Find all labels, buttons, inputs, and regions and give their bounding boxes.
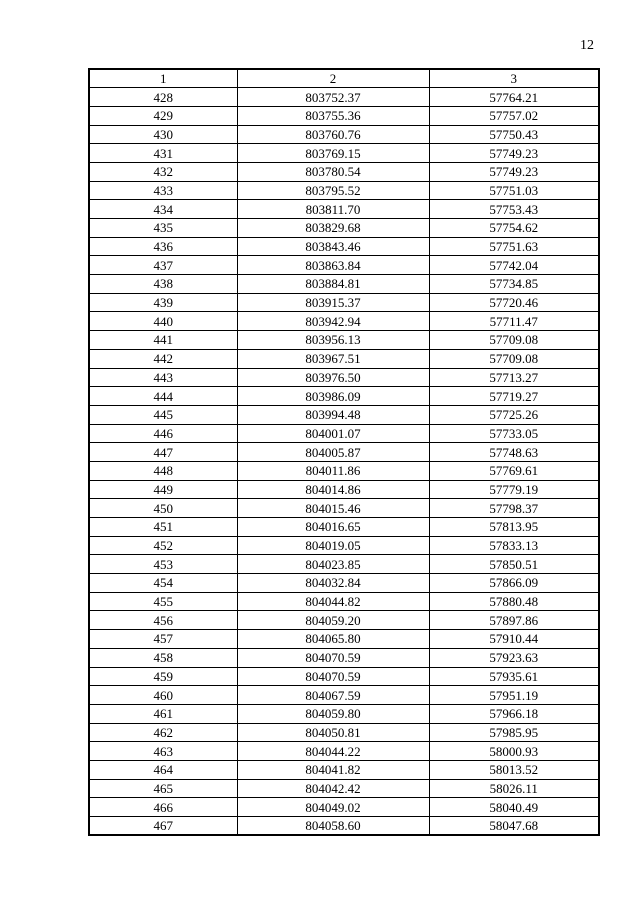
y-coordinate-cell: 57750.43: [429, 125, 599, 144]
table-row: [89, 162, 599, 181]
y-coordinate-cell: 58047.68: [429, 817, 599, 836]
point-number-cell: 451: [89, 518, 237, 537]
x-coordinate-cell: 804059.20: [237, 611, 429, 630]
x-coordinate-cell: 804014.86: [237, 480, 429, 499]
y-coordinate-cell: 57748.63: [429, 443, 599, 462]
table-row: [89, 518, 599, 537]
x-coordinate-cell: 804023.85: [237, 555, 429, 574]
x-coordinate-cell: 804044.22: [237, 742, 429, 761]
y-coordinate-cell: 57813.95: [429, 518, 599, 537]
table-row: [89, 88, 599, 107]
y-coordinate-cell: 57923.63: [429, 648, 599, 667]
y-coordinate-cell: 57769.61: [429, 461, 599, 480]
x-coordinate-cell: 803863.84: [237, 256, 429, 275]
x-coordinate-cell: 804011.86: [237, 461, 429, 480]
point-number-cell: 454: [89, 574, 237, 593]
table-body: [89, 88, 599, 836]
x-coordinate-cell: 804067.59: [237, 686, 429, 705]
point-number-cell: 460: [89, 686, 237, 705]
table-row: [89, 387, 599, 406]
point-number-cell: 441: [89, 331, 237, 350]
y-coordinate-cell: 57719.27: [429, 387, 599, 406]
point-number-cell: 447: [89, 443, 237, 462]
y-coordinate-cell: 58000.93: [429, 742, 599, 761]
table-row: [89, 200, 599, 219]
table-row: [89, 592, 599, 611]
y-coordinate-cell: 57779.19: [429, 480, 599, 499]
table-row: [89, 723, 599, 742]
y-coordinate-cell: 57897.86: [429, 611, 599, 630]
x-coordinate-cell: 804032.84: [237, 574, 429, 593]
point-number-cell: 463: [89, 742, 237, 761]
point-number-cell: 433: [89, 181, 237, 200]
table-row: [89, 181, 599, 200]
table-row: [89, 798, 599, 817]
table-row: [89, 536, 599, 555]
point-number-cell: 439: [89, 293, 237, 312]
point-number-cell: 437: [89, 256, 237, 275]
y-coordinate-cell: 57734.85: [429, 275, 599, 294]
y-coordinate-cell: 57711.47: [429, 312, 599, 331]
x-coordinate-cell: 803942.94: [237, 312, 429, 331]
y-coordinate-cell: 57966.18: [429, 704, 599, 723]
page-number: 12: [580, 38, 594, 53]
point-number-cell: 435: [89, 219, 237, 238]
x-coordinate-cell: 803967.51: [237, 349, 429, 368]
point-number-cell: 458: [89, 648, 237, 667]
point-number-cell: 442: [89, 349, 237, 368]
y-coordinate-cell: 57749.23: [429, 144, 599, 163]
point-number-cell: 443: [89, 368, 237, 387]
table-row: [89, 760, 599, 779]
x-coordinate-cell: 804050.81: [237, 723, 429, 742]
y-coordinate-cell: 57720.46: [429, 293, 599, 312]
y-coordinate-cell: 58040.49: [429, 798, 599, 817]
x-coordinate-cell: 803755.36: [237, 106, 429, 125]
table-row: [89, 499, 599, 518]
y-coordinate-cell: 57880.48: [429, 592, 599, 611]
point-number-cell: 440: [89, 312, 237, 331]
y-coordinate-cell: 57764.21: [429, 88, 599, 107]
column-header-3: 3: [429, 69, 599, 88]
y-coordinate-cell: 57910.44: [429, 630, 599, 649]
table-row: [89, 237, 599, 256]
x-coordinate-cell: 804015.46: [237, 499, 429, 518]
table-row: [89, 312, 599, 331]
point-number-cell: 467: [89, 817, 237, 836]
y-coordinate-cell: 57733.05: [429, 424, 599, 443]
table-row: [89, 742, 599, 761]
point-number-cell: 438: [89, 275, 237, 294]
point-number-cell: 429: [89, 106, 237, 125]
x-coordinate-cell: 804070.59: [237, 648, 429, 667]
coordinates-table: [88, 68, 600, 836]
point-number-cell: 436: [89, 237, 237, 256]
x-coordinate-cell: 803956.13: [237, 331, 429, 350]
y-coordinate-cell: 57951.19: [429, 686, 599, 705]
x-coordinate-cell: 803752.37: [237, 88, 429, 107]
point-number-cell: 430: [89, 125, 237, 144]
table-row: [89, 256, 599, 275]
y-coordinate-cell: 57709.08: [429, 349, 599, 368]
table-row: [89, 461, 599, 480]
table-row: [89, 293, 599, 312]
x-coordinate-cell: 803986.09: [237, 387, 429, 406]
point-number-cell: 466: [89, 798, 237, 817]
point-number-cell: 428: [89, 88, 237, 107]
table-row: [89, 443, 599, 462]
table-row: [89, 817, 599, 836]
x-coordinate-cell: 804059.80: [237, 704, 429, 723]
table-row: [89, 630, 599, 649]
point-number-cell: 465: [89, 779, 237, 798]
table-row: [89, 555, 599, 574]
x-coordinate-cell: 804049.02: [237, 798, 429, 817]
y-coordinate-cell: 57709.08: [429, 331, 599, 350]
table-row: [89, 106, 599, 125]
column-header-2: 2: [237, 69, 429, 88]
x-coordinate-cell: 804065.80: [237, 630, 429, 649]
table-row: [89, 331, 599, 350]
point-number-cell: 432: [89, 162, 237, 181]
x-coordinate-cell: 804005.87: [237, 443, 429, 462]
x-coordinate-cell: 803976.50: [237, 368, 429, 387]
table-row: [89, 144, 599, 163]
point-number-cell: 446: [89, 424, 237, 443]
point-number-cell: 434: [89, 200, 237, 219]
point-number-cell: 462: [89, 723, 237, 742]
table-header-row: [89, 69, 599, 88]
point-number-cell: 453: [89, 555, 237, 574]
x-coordinate-cell: 803760.76: [237, 125, 429, 144]
x-coordinate-cell: 803884.81: [237, 275, 429, 294]
table-row: [89, 275, 599, 294]
point-number-cell: 445: [89, 405, 237, 424]
table-row: [89, 125, 599, 144]
point-number-cell: 449: [89, 480, 237, 499]
point-number-cell: 431: [89, 144, 237, 163]
y-coordinate-cell: 57833.13: [429, 536, 599, 555]
y-coordinate-cell: 57866.09: [429, 574, 599, 593]
x-coordinate-cell: 803769.15: [237, 144, 429, 163]
y-coordinate-cell: 57798.37: [429, 499, 599, 518]
y-coordinate-cell: 57751.03: [429, 181, 599, 200]
table-row: [89, 574, 599, 593]
table-row: [89, 648, 599, 667]
y-coordinate-cell: 58013.52: [429, 760, 599, 779]
table-row: [89, 349, 599, 368]
x-coordinate-cell: 804070.59: [237, 667, 429, 686]
point-number-cell: 444: [89, 387, 237, 406]
x-coordinate-cell: 804058.60: [237, 817, 429, 836]
x-coordinate-cell: 804001.07: [237, 424, 429, 443]
x-coordinate-cell: 803811.70: [237, 200, 429, 219]
point-number-cell: 459: [89, 667, 237, 686]
point-number-cell: 448: [89, 461, 237, 480]
x-coordinate-cell: 804016.65: [237, 518, 429, 537]
table-row: [89, 405, 599, 424]
table-row: [89, 480, 599, 499]
point-number-cell: 456: [89, 611, 237, 630]
y-coordinate-cell: 57749.23: [429, 162, 599, 181]
x-coordinate-cell: 804019.05: [237, 536, 429, 555]
y-coordinate-cell: 57725.26: [429, 405, 599, 424]
y-coordinate-cell: 57850.51: [429, 555, 599, 574]
table-row: [89, 368, 599, 387]
point-number-cell: 457: [89, 630, 237, 649]
table-row: [89, 704, 599, 723]
table-row: [89, 686, 599, 705]
y-coordinate-cell: 57753.43: [429, 200, 599, 219]
column-header-1: 1: [89, 69, 237, 88]
x-coordinate-cell: 804044.82: [237, 592, 429, 611]
x-coordinate-cell: 803915.37: [237, 293, 429, 312]
x-coordinate-cell: 803795.52: [237, 181, 429, 200]
table-row: [89, 611, 599, 630]
y-coordinate-cell: 58026.11: [429, 779, 599, 798]
x-coordinate-cell: 803843.46: [237, 237, 429, 256]
table-row: [89, 219, 599, 238]
y-coordinate-cell: 57713.27: [429, 368, 599, 387]
table-row: [89, 779, 599, 798]
x-coordinate-cell: 804042.42: [237, 779, 429, 798]
table-row: [89, 424, 599, 443]
y-coordinate-cell: 57985.95: [429, 723, 599, 742]
x-coordinate-cell: 803829.68: [237, 219, 429, 238]
point-number-cell: 452: [89, 536, 237, 555]
y-coordinate-cell: 57757.02: [429, 106, 599, 125]
x-coordinate-cell: 803780.54: [237, 162, 429, 181]
point-number-cell: 455: [89, 592, 237, 611]
point-number-cell: 461: [89, 704, 237, 723]
y-coordinate-cell: 57751.63: [429, 237, 599, 256]
x-coordinate-cell: 804041.82: [237, 760, 429, 779]
point-number-cell: 450: [89, 499, 237, 518]
table-row: [89, 667, 599, 686]
point-number-cell: 464: [89, 760, 237, 779]
x-coordinate-cell: 803994.48: [237, 405, 429, 424]
y-coordinate-cell: 57935.61: [429, 667, 599, 686]
y-coordinate-cell: 57754.62: [429, 219, 599, 238]
y-coordinate-cell: 57742.04: [429, 256, 599, 275]
